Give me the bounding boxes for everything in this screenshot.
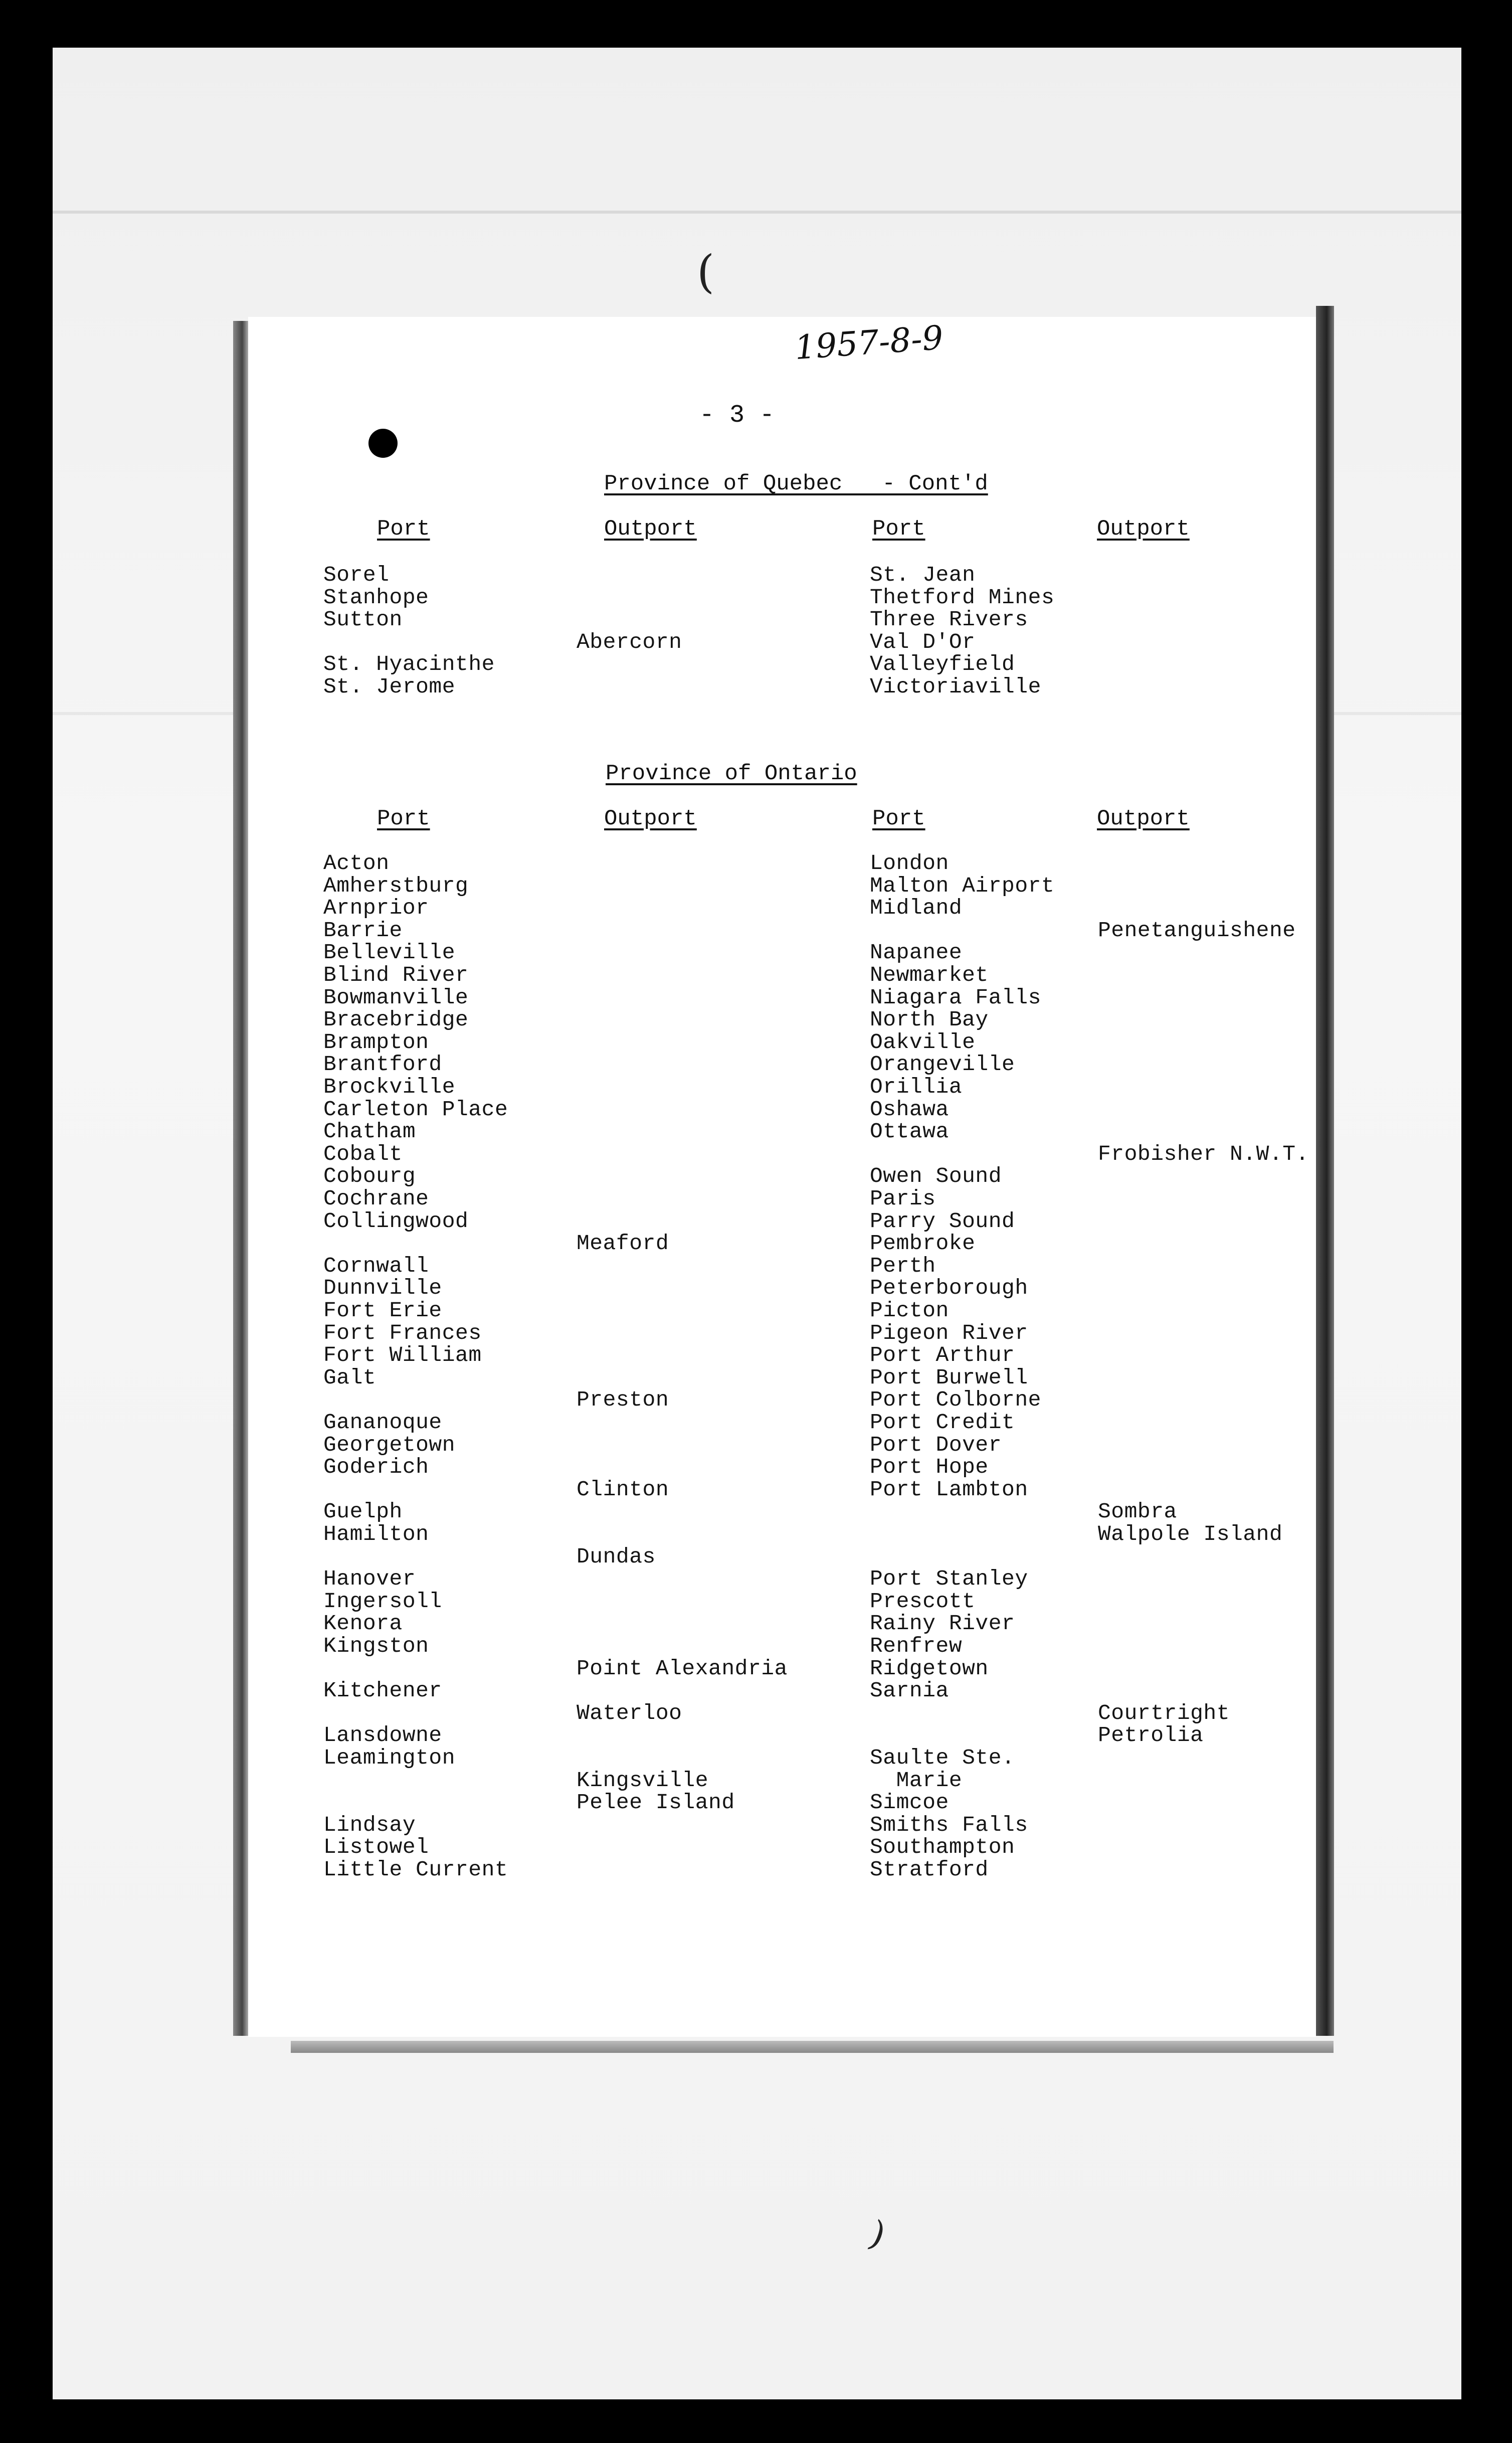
port-cell: Peterborough <box>870 1276 1028 1300</box>
port-cell: Guelph <box>323 1499 403 1524</box>
port-cell: Thetford Mines <box>870 585 1055 610</box>
port-cell: Acton <box>323 851 390 876</box>
port-cell: Southampton <box>870 1835 1015 1859</box>
port-cell: Arnprior <box>323 896 429 920</box>
paper-clip-mark: ( <box>697 246 715 298</box>
port-cell: Owen Sound <box>870 1164 1002 1188</box>
outport-cell: Dundas <box>577 1544 656 1569</box>
port-cell: Bracebridge <box>323 1007 469 1032</box>
outport-cell: Preston <box>577 1387 669 1412</box>
port-cell: Marie <box>870 1768 963 1793</box>
port-cell: Pigeon River <box>870 1321 1028 1345</box>
port-cell: Kitchener <box>323 1678 442 1703</box>
page-edge-bottom <box>291 2041 1334 2053</box>
port-cell: Malton Airport <box>870 874 1055 898</box>
port-column-header: Port <box>872 516 925 542</box>
port-cell: Kingston <box>323 1634 429 1658</box>
port-cell: Port Hope <box>870 1455 989 1479</box>
port-cell: Hanover <box>323 1566 416 1591</box>
port-cell: Cochrane <box>323 1186 429 1211</box>
port-cell: Ottawa <box>870 1119 949 1144</box>
outport-cell: Walpole Island <box>1098 1522 1283 1546</box>
port-cell: Oshawa <box>870 1097 949 1122</box>
page-number: - 3 - <box>699 401 775 430</box>
port-cell: Cobalt <box>323 1142 403 1166</box>
port-cell: Belleville <box>323 940 456 965</box>
port-cell: North Bay <box>870 1007 989 1032</box>
outport-cell: Frobisher N.W.T. <box>1098 1142 1309 1166</box>
port-cell: Pembroke <box>870 1231 976 1256</box>
port-cell: Carleton Place <box>323 1097 508 1122</box>
port-cell: Port Burwell <box>870 1365 1028 1390</box>
port-cell: Perth <box>870 1254 936 1278</box>
port-cell: Ridgetown <box>870 1656 989 1681</box>
port-cell: Sarnia <box>870 1678 949 1703</box>
film-streak <box>53 211 1461 214</box>
port-cell: Niagara Falls <box>870 985 1041 1010</box>
outport-column-header: Outport <box>604 806 697 831</box>
outport-column-header: Outport <box>1097 806 1190 831</box>
port-cell: Prescott <box>870 1589 976 1614</box>
outport-column-header: Outport <box>1097 516 1190 542</box>
port-cell: Newmarket <box>870 963 989 987</box>
port-cell: Leamington <box>323 1746 456 1770</box>
outport-cell: Waterloo <box>577 1701 682 1725</box>
port-cell: Cobourg <box>323 1164 416 1188</box>
port-cell: St. Jean <box>870 563 976 587</box>
port-cell: Three Rivers <box>870 607 1028 632</box>
port-cell: Galt <box>323 1365 376 1390</box>
port-cell: Brantford <box>323 1052 442 1077</box>
port-cell: Parry Sound <box>870 1209 1015 1234</box>
port-cell: Oakville <box>870 1030 976 1055</box>
port-cell: St. Hyacinthe <box>323 652 495 676</box>
port-cell: St. Jerome <box>323 674 456 699</box>
port-cell: Fort William <box>323 1343 482 1367</box>
port-cell: Stratford <box>870 1857 989 1882</box>
port-cell: Paris <box>870 1186 936 1211</box>
port-cell: Bowmanville <box>323 985 469 1010</box>
outport-cell: Courtright <box>1098 1701 1230 1725</box>
port-column-header: Port <box>377 806 430 831</box>
port-cell: Valleyfield <box>870 652 1015 676</box>
port-cell: Ingersoll <box>323 1589 442 1614</box>
port-cell: Orillia <box>870 1075 963 1099</box>
port-cell: Fort Erie <box>323 1298 442 1323</box>
outport-cell: Meaford <box>577 1231 669 1256</box>
port-cell: Brampton <box>323 1030 429 1055</box>
port-cell: Barrie <box>323 918 403 943</box>
port-cell: Little Current <box>323 1857 508 1882</box>
outport-cell: Pelee Island <box>577 1790 735 1815</box>
outport-cell: Sombra <box>1098 1499 1177 1524</box>
port-cell: Port Credit <box>870 1410 1015 1435</box>
port-cell: Dunnville <box>323 1276 442 1300</box>
port-cell: Goderich <box>323 1455 429 1479</box>
port-cell: Stanhope <box>323 585 429 610</box>
port-cell: Chatham <box>323 1119 416 1144</box>
port-column-header: Port <box>872 806 925 831</box>
port-cell: Midland <box>870 896 963 920</box>
port-cell: Simcoe <box>870 1790 949 1815</box>
port-cell: Lansdowne <box>323 1723 442 1748</box>
port-cell: Georgetown <box>323 1433 456 1457</box>
page-edge-right <box>1316 306 1334 2036</box>
port-cell: Kenora <box>323 1611 403 1636</box>
section-title: Province of Ontario <box>606 761 857 786</box>
port-cell: Smiths Falls <box>870 1813 1028 1837</box>
punch-hole <box>368 429 398 458</box>
port-column-header: Port <box>377 516 430 542</box>
port-cell: London <box>870 851 949 876</box>
port-cell: Picton <box>870 1298 949 1323</box>
port-cell: Port Lambton <box>870 1477 1028 1502</box>
outport-column-header: Outport <box>604 516 697 542</box>
page-edge-left <box>233 321 248 2036</box>
port-cell: Gananoque <box>323 1410 442 1435</box>
port-cell: Amherstburg <box>323 874 469 898</box>
curl-mark: ( <box>863 2215 890 2259</box>
port-cell: Port Stanley <box>870 1566 1028 1591</box>
port-cell: Saulte Ste. <box>870 1746 1015 1770</box>
port-cell: Sorel <box>323 563 390 587</box>
handwritten-note: 1957-8-9 <box>793 318 944 368</box>
port-cell: Collingwood <box>323 1209 469 1234</box>
port-cell: Port Colborne <box>870 1387 1041 1412</box>
outport-cell: Point Alexandria <box>577 1656 788 1681</box>
port-cell: Orangeville <box>870 1052 1015 1077</box>
section-title: Province of Quebec - Cont'd <box>604 471 988 496</box>
outport-cell: Petrolia <box>1098 1723 1204 1748</box>
port-cell: Port Dover <box>870 1433 1002 1457</box>
port-cell: Brockville <box>323 1075 456 1099</box>
port-cell: Sutton <box>323 607 403 632</box>
port-cell: Napanee <box>870 940 963 965</box>
port-cell: Cornwall <box>323 1254 429 1278</box>
port-cell: Lindsay <box>323 1813 416 1837</box>
port-cell: Port Arthur <box>870 1343 1015 1367</box>
port-cell: Renfrew <box>870 1634 963 1658</box>
port-cell: Victoriaville <box>870 674 1041 699</box>
outport-cell: Kingsville <box>577 1768 709 1793</box>
port-cell: Val D'Or <box>870 630 976 654</box>
port-cell: Hamilton <box>323 1522 429 1546</box>
outport-cell: Penetanguishene <box>1098 918 1296 943</box>
port-cell: Blind River <box>323 963 469 987</box>
outport-cell: Abercorn <box>577 630 682 654</box>
outport-cell: Clinton <box>577 1477 669 1502</box>
port-cell: Rainy River <box>870 1611 1015 1636</box>
port-cell: Listowel <box>323 1835 429 1859</box>
port-cell: Fort Frances <box>323 1321 482 1345</box>
